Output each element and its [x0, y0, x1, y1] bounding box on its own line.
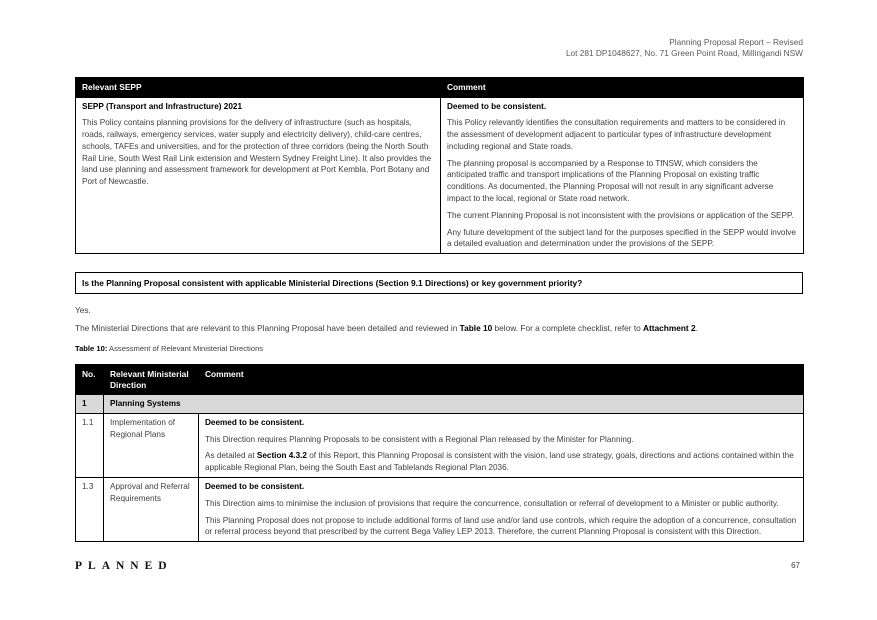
comment-paragraph: This Policy relevantly identifies the consultation requirements and matters to be considered in the assessment of development adjacent to particular types of infrastructure development including regional and State roads. [447, 118, 786, 151]
page-number: 67 [791, 561, 800, 570]
comment-text: of this Report, this Planning Proposal is consistent with the vision, land use strategy, goals, directions and actions contained within the applicable Regional Plan, being the South East and Tablelands Regional Plan 2036. [205, 451, 794, 473]
direction-comment-cell [199, 477, 804, 541]
report-subtitle: Lot 281 DP1048627, No. 71 Green Point Road, Millingandi NSW [565, 47, 803, 58]
direction-comment-cell [199, 413, 804, 477]
column-header-no: No. [76, 365, 104, 395]
consistency-statement: Deemed to be consistent. [447, 101, 547, 111]
sepp-cell [76, 97, 441, 254]
comment-paragraph: Any future development of the subject land for the purposes specified in the SEPP would involve a detailed evaluation and determination under the provisions of the SEPP. [447, 227, 796, 249]
comment-paragraph: The planning proposal is accompanied by a Response to TfNSW, which considers the anticipated traffic and transport implications of the Planning Proposal on existing traffic conditions. As documented, the Planning Proposal will not result in any significant adverse impact to the local, regional or State road network. [447, 158, 774, 204]
table-row [76, 413, 804, 477]
page-header [566, 37, 803, 59]
sepp-table-header-row [76, 78, 804, 98]
sepp-comment-cell [441, 97, 804, 254]
column-header-comment: Comment [441, 78, 804, 98]
table-row [76, 477, 804, 541]
sepp-name: SEPP (Transport and Infrastructure) 2021 [82, 101, 243, 111]
section-title: Planning Systems [104, 395, 804, 414]
comment-paragraph: This Direction requires Planning Proposals to be consistent with a Regional Plan released by the Minister for Planning. [205, 434, 634, 444]
column-header-comment: Comment [199, 365, 804, 395]
section-4-3-2-reference: Section 4.3.2 [256, 451, 307, 461]
question-banner: Is the Planning Proposal consistent with applicable Ministerial Directions (Section 9.1 Directions) or key government priority? [75, 272, 803, 294]
direction-name: Implementation of Regional Plans [104, 413, 199, 477]
comment-paragraph [205, 450, 797, 474]
comment-text: As detailed at [205, 451, 257, 461]
directions-table-header-row [76, 365, 804, 395]
intro-text: . [695, 323, 698, 333]
section-number: 1 [76, 395, 104, 414]
consistency-statement: Deemed to be consistent. [205, 481, 305, 491]
ministerial-directions-table [75, 364, 804, 542]
direction-name: Approval and Referral Requirements [104, 477, 199, 541]
comment-text: This Planning Proposal does not propose to include additional forms of land use and/or land use controls, which require the adoption of a concurrence, consultation or referral process beyond that prescribed by the current Bega Valley LEP 2013. Therefore, the current Planning Proposal is consistent with this Direction. [205, 515, 797, 537]
comment-paragraph [205, 515, 797, 539]
table-caption [75, 344, 263, 353]
direction-number: 1.3 [76, 477, 104, 541]
answer-text: Yes. [75, 305, 91, 315]
table-caption-text: Assessment of Relevant Ministerial Directions [107, 344, 264, 353]
table-caption-label: Table 10: [75, 344, 108, 353]
intro-paragraph [75, 323, 803, 334]
report-title: Planning Proposal Report – Revised [669, 37, 803, 47]
intro-text: below. For a complete checklist, refer to [492, 323, 644, 333]
table-10-reference: Table 10 [459, 323, 493, 333]
attachment-2-reference: Attachment 2 [643, 323, 696, 333]
intro-text: The Ministerial Directions that are relevant to this Planning Proposal have been detailed and reviewed in [75, 323, 460, 333]
section-row [76, 395, 804, 414]
direction-number: 1.1 [76, 413, 104, 477]
table-row [76, 97, 804, 254]
sepp-table [75, 77, 804, 254]
comment-paragraph: The current Planning Proposal is not inconsistent with the provisions or application of the SEPP. [447, 210, 794, 220]
sepp-description: This Policy contains planning provisions for the delivery of infrastructure (such as hospitals, roads, railways, emergency services, water supply and electricity delivery), child-care centres, schools, TAFEs and universities, and for the protection of three corridors (being the North South Rail Line, South West Rail Link extension and Western Sydney Freight Line). It also provides the land use planning and assessment framework for development at Port Kembla, Port Botany and Port of Newcastle. [82, 118, 432, 187]
comment-paragraph: This Direction aims to minimise the inclusion of provisions that require the concurrence, consultation or referral of development to a Minister or public authority. [205, 498, 779, 508]
planned-logo: PLANNED [75, 560, 173, 572]
column-header-relevant-sepp: Relevant SEPP [76, 78, 441, 98]
consistency-statement: Deemed to be consistent. [205, 417, 305, 427]
column-header-direction: Relevant Ministerial Direction [104, 365, 199, 395]
